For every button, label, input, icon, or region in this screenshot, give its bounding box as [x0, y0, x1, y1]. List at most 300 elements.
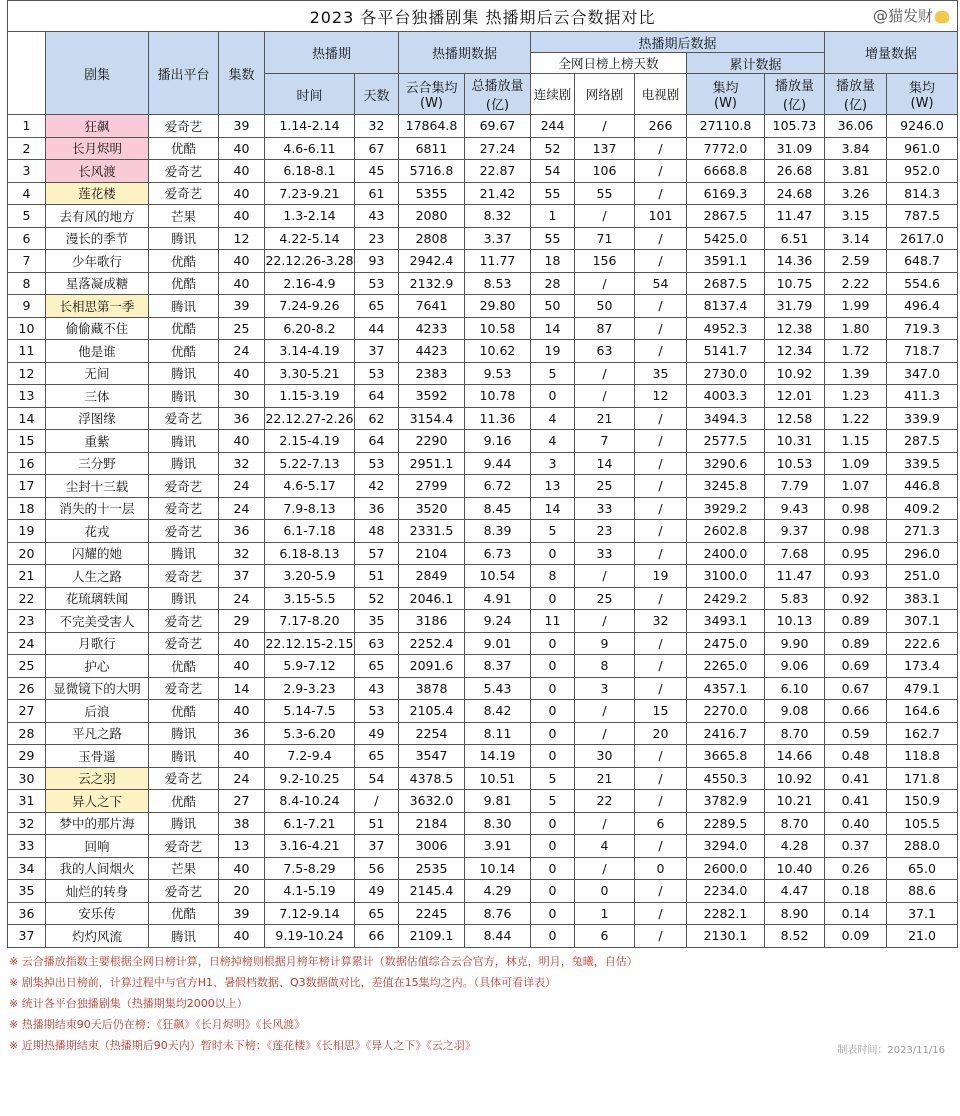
- inc-avg-cell: 411.3: [887, 385, 958, 408]
- table-row: [8, 520, 958, 543]
- period-time-cell: 7.2-9.4: [265, 745, 355, 768]
- cum-play-cell: 6.10: [765, 677, 825, 700]
- platform-cell: 腾讯: [149, 587, 219, 610]
- period-days-cell: 54: [355, 767, 399, 790]
- inc-play-cell: 0.89: [825, 632, 887, 655]
- episodes-cell: 40: [219, 160, 265, 183]
- period-days-cell: 65: [355, 902, 399, 925]
- period-time-cell: 7.23-9.21: [265, 182, 355, 205]
- inc-play-cell: 0.18: [825, 880, 887, 903]
- platform-cell: 爱奇艺: [149, 610, 219, 633]
- web-days-cell: 106: [575, 160, 635, 183]
- web-days-cell: /: [575, 812, 635, 835]
- inc-play-cell: 3.81: [825, 160, 887, 183]
- cum-avg-cell: 2270.0: [687, 700, 765, 723]
- yunhe-avg-cell: 2331.5: [399, 520, 465, 543]
- period-time-cell: 1.14-2.14: [265, 115, 355, 138]
- row-number: 35: [8, 880, 46, 903]
- inc-play-cell: 1.39: [825, 362, 887, 385]
- period-time-cell: 7.5-8.29: [265, 857, 355, 880]
- web-days-cell: /: [575, 857, 635, 880]
- series-days-cell: 3: [531, 452, 575, 475]
- tv-days-cell: /: [635, 925, 687, 948]
- cum-play-cell: 5.83: [765, 587, 825, 610]
- cum-play-cell: 8.90: [765, 902, 825, 925]
- episodes-cell: 40: [219, 430, 265, 453]
- table-row: [8, 340, 958, 363]
- web-days-cell: 25: [575, 475, 635, 498]
- row-number: 19: [8, 520, 46, 543]
- cum-avg-cell: 2867.5: [687, 205, 765, 228]
- period-time-cell: 7.9-8.13: [265, 497, 355, 520]
- yunhe-avg-cell: 2942.4: [399, 250, 465, 273]
- series-days-cell: 14: [531, 497, 575, 520]
- web-days-cell: 25: [575, 587, 635, 610]
- row-number: 6: [8, 227, 46, 250]
- period-days-cell: 65: [355, 745, 399, 768]
- table-row: [8, 497, 958, 520]
- row-number: 11: [8, 340, 46, 363]
- tv-days-cell: 6: [635, 812, 687, 835]
- platform-cell: 腾讯: [149, 452, 219, 475]
- row-number: 14: [8, 407, 46, 430]
- platform-cell: 腾讯: [149, 430, 219, 453]
- inc-avg-cell: 162.7: [887, 722, 958, 745]
- episodes-cell: 40: [219, 632, 265, 655]
- period-time-cell: 3.14-4.19: [265, 340, 355, 363]
- tv-days-cell: /: [635, 497, 687, 520]
- cum-play-cell: 14.66: [765, 745, 825, 768]
- inc-play-cell: 1.80: [825, 317, 887, 340]
- cat-icon: [935, 11, 949, 23]
- cum-play-cell: 6.51: [765, 227, 825, 250]
- platform-cell: 腾讯: [149, 295, 219, 318]
- period-days-cell: 23: [355, 227, 399, 250]
- period-days-cell: 45: [355, 160, 399, 183]
- tv-days-cell: /: [635, 587, 687, 610]
- drama-name: 月歌行: [46, 632, 149, 655]
- row-number: 2: [8, 137, 46, 160]
- period-days-cell: 36: [355, 497, 399, 520]
- series-days-cell: 18: [531, 250, 575, 273]
- total-play-cell: 10.51: [465, 767, 531, 790]
- platform-cell: 爱奇艺: [149, 182, 219, 205]
- inc-play-cell: 0.67: [825, 677, 887, 700]
- period-days-cell: 57: [355, 542, 399, 565]
- inc-avg-cell: 164.6: [887, 700, 958, 723]
- table-row: [8, 295, 958, 318]
- inc-avg-cell: 409.2: [887, 497, 958, 520]
- episodes-cell: 40: [219, 655, 265, 678]
- cum-avg-cell: 3290.6: [687, 452, 765, 475]
- table-row: [8, 272, 958, 295]
- period-days-cell: 35: [355, 610, 399, 633]
- tv-days-cell: /: [635, 767, 687, 790]
- tv-days-cell: /: [635, 632, 687, 655]
- table-row: [8, 452, 958, 475]
- cum-play-cell: 10.13: [765, 610, 825, 633]
- cum-play-cell: 10.92: [765, 767, 825, 790]
- yunhe-avg-cell: 3006: [399, 835, 465, 858]
- series-days-cell: 1: [531, 205, 575, 228]
- cum-play-cell: 12.01: [765, 385, 825, 408]
- drama-name: 玉骨遥: [46, 745, 149, 768]
- inc-avg-cell: 150.9: [887, 790, 958, 813]
- row-number: 33: [8, 835, 46, 858]
- cum-play-cell: 31.79: [765, 295, 825, 318]
- inc-play-cell: 1.22: [825, 407, 887, 430]
- header-yunhe-avg: 云合集均 (W): [399, 74, 465, 115]
- inc-play-cell: 0.48: [825, 745, 887, 768]
- inc-avg-cell: 347.0: [887, 362, 958, 385]
- table-row: [8, 565, 958, 588]
- inc-play-cell: 1.09: [825, 452, 887, 475]
- period-time-cell: 2.9-3.23: [265, 677, 355, 700]
- period-days-cell: 67: [355, 137, 399, 160]
- period-days-cell: 61: [355, 182, 399, 205]
- episodes-cell: 12: [219, 227, 265, 250]
- period-time-cell: 5.22-7.13: [265, 452, 355, 475]
- total-play-cell: 8.45: [465, 497, 531, 520]
- platform-cell: 爱奇艺: [149, 767, 219, 790]
- row-number: 16: [8, 452, 46, 475]
- yunhe-avg-cell: 4423: [399, 340, 465, 363]
- cum-play-cell: 10.40: [765, 857, 825, 880]
- web-days-cell: 14: [575, 452, 635, 475]
- cum-play-cell: 7.68: [765, 542, 825, 565]
- yunhe-avg-cell: 4233: [399, 317, 465, 340]
- episodes-cell: 32: [219, 542, 265, 565]
- drama-name: 狂飙: [46, 115, 149, 138]
- platform-cell: 爱奇艺: [149, 160, 219, 183]
- platform-cell: 优酷: [149, 137, 219, 160]
- inc-play-cell: 1.15: [825, 430, 887, 453]
- total-play-cell: 10.14: [465, 857, 531, 880]
- series-days-cell: 0: [531, 677, 575, 700]
- inc-play-cell: 0.37: [825, 835, 887, 858]
- episodes-cell: 40: [219, 362, 265, 385]
- tv-days-cell: /: [635, 407, 687, 430]
- web-days-cell: /: [575, 610, 635, 633]
- cum-play-cell: 26.68: [765, 160, 825, 183]
- inc-avg-cell: 719.3: [887, 317, 958, 340]
- drama-name: 无间: [46, 362, 149, 385]
- inc-play-cell: 2.22: [825, 272, 887, 295]
- platform-cell: 优酷: [149, 250, 219, 273]
- inc-play-cell: 0.40: [825, 812, 887, 835]
- inc-avg-cell: 271.3: [887, 520, 958, 543]
- drama-name: 尘封十三载: [46, 475, 149, 498]
- header-days: 天数: [355, 74, 399, 115]
- period-time-cell: 5.14-7.5: [265, 700, 355, 723]
- row-number: 28: [8, 722, 46, 745]
- total-play-cell: 11.36: [465, 407, 531, 430]
- row-number: 32: [8, 812, 46, 835]
- period-days-cell: 62: [355, 407, 399, 430]
- period-time-cell: 8.4-10.24: [265, 790, 355, 813]
- cum-play-cell: 9.37: [765, 520, 825, 543]
- watermark-text: @猫发财: [873, 7, 934, 25]
- row-number: 5: [8, 205, 46, 228]
- row-number: 8: [8, 272, 46, 295]
- inc-avg-cell: 496.4: [887, 295, 958, 318]
- table-row: [8, 205, 958, 228]
- header-time: 时间: [265, 74, 355, 115]
- drama-name: 后浪: [46, 700, 149, 723]
- drama-name: 莲花楼: [46, 182, 149, 205]
- inc-avg-cell: 961.0: [887, 137, 958, 160]
- period-time-cell: 4.6-6.11: [265, 137, 355, 160]
- cum-avg-cell: 2282.1: [687, 902, 765, 925]
- cum-avg-cell: 2687.5: [687, 272, 765, 295]
- platform-cell: 爱奇艺: [149, 115, 219, 138]
- series-days-cell: 28: [531, 272, 575, 295]
- row-number: 31: [8, 790, 46, 813]
- row-number: 4: [8, 182, 46, 205]
- web-days-cell: 55: [575, 182, 635, 205]
- platform-cell: 爱奇艺: [149, 880, 219, 903]
- cum-play-cell: 12.38: [765, 317, 825, 340]
- period-days-cell: 53: [355, 272, 399, 295]
- cum-avg-cell: 2577.5: [687, 430, 765, 453]
- period-time-cell: 1.15-3.19: [265, 385, 355, 408]
- cum-avg-cell: 3493.1: [687, 610, 765, 633]
- episodes-cell: 40: [219, 182, 265, 205]
- tv-days-cell: /: [635, 655, 687, 678]
- header-hot-period: 热播期: [265, 32, 399, 74]
- series-days-cell: 0: [531, 542, 575, 565]
- period-days-cell: 37: [355, 835, 399, 858]
- table-row: [8, 475, 958, 498]
- table-row: [8, 857, 958, 880]
- period-time-cell: 7.24-9.26: [265, 295, 355, 318]
- platform-cell: 腾讯: [149, 227, 219, 250]
- cum-play-cell: 8.70: [765, 812, 825, 835]
- table-row: [8, 700, 958, 723]
- yunhe-avg-cell: 2132.9: [399, 272, 465, 295]
- period-days-cell: 66: [355, 925, 399, 948]
- drama-name: 灿烂的转身: [46, 880, 149, 903]
- drama-name: 浮图缘: [46, 407, 149, 430]
- cum-avg-cell: 2429.2: [687, 587, 765, 610]
- web-days-cell: 4: [575, 835, 635, 858]
- cum-play-cell: 8.52: [765, 925, 825, 948]
- period-time-cell: 6.18-8.1: [265, 160, 355, 183]
- platform-cell: 爱奇艺: [149, 520, 219, 543]
- cum-avg-cell: 4550.3: [687, 767, 765, 790]
- platform-cell: 腾讯: [149, 722, 219, 745]
- series-days-cell: 8: [531, 565, 575, 588]
- total-play-cell: 21.42: [465, 182, 531, 205]
- platform-cell: 腾讯: [149, 542, 219, 565]
- period-days-cell: 44: [355, 317, 399, 340]
- yunhe-avg-cell: 3878: [399, 677, 465, 700]
- total-play-cell: 9.44: [465, 452, 531, 475]
- period-time-cell: 22.12.27-2.26: [265, 407, 355, 430]
- total-play-cell: 4.91: [465, 587, 531, 610]
- series-days-cell: 4: [531, 407, 575, 430]
- table-title-cell: [8, 1, 958, 32]
- inc-play-cell: 3.26: [825, 182, 887, 205]
- inc-play-cell: 0.89: [825, 610, 887, 633]
- platform-cell: 腾讯: [149, 362, 219, 385]
- header-chart-days: 全网日榜上榜天数: [531, 53, 687, 74]
- table-row: [8, 902, 958, 925]
- header-cumulative: 累计数据: [687, 53, 825, 74]
- table-row: [8, 227, 958, 250]
- cum-avg-cell: 4357.1: [687, 677, 765, 700]
- drama-name: 我的人间烟火: [46, 857, 149, 880]
- episodes-cell: 24: [219, 497, 265, 520]
- total-play-cell: 8.30: [465, 812, 531, 835]
- inc-play-cell: 0.14: [825, 902, 887, 925]
- inc-play-cell: 2.59: [825, 250, 887, 273]
- tv-days-cell: /: [635, 520, 687, 543]
- drama-name: 梦中的那片海: [46, 812, 149, 835]
- inc-avg-cell: 952.0: [887, 160, 958, 183]
- drama-name: 平凡之路: [46, 722, 149, 745]
- episodes-cell: 40: [219, 925, 265, 948]
- web-days-cell: 1: [575, 902, 635, 925]
- period-time-cell: 6.18-8.13: [265, 542, 355, 565]
- episodes-cell: 36: [219, 407, 265, 430]
- row-number: 24: [8, 632, 46, 655]
- episodes-cell: 32: [219, 452, 265, 475]
- drama-name: 闪耀的她: [46, 542, 149, 565]
- yunhe-avg-cell: 2849: [399, 565, 465, 588]
- row-number: 23: [8, 610, 46, 633]
- yunhe-avg-cell: 2535: [399, 857, 465, 880]
- table-row: [8, 317, 958, 340]
- tv-days-cell: /: [635, 745, 687, 768]
- episodes-cell: 39: [219, 295, 265, 318]
- series-days-cell: 0: [531, 632, 575, 655]
- drama-name: 灼灼风流: [46, 925, 149, 948]
- period-days-cell: /: [355, 790, 399, 813]
- period-time-cell: 2.15-4.19: [265, 430, 355, 453]
- total-play-cell: 8.42: [465, 700, 531, 723]
- platform-cell: 爱奇艺: [149, 497, 219, 520]
- series-days-cell: 54: [531, 160, 575, 183]
- row-number: 1: [8, 115, 46, 138]
- inc-play-cell: 1.23: [825, 385, 887, 408]
- episodes-cell: 24: [219, 587, 265, 610]
- period-time-cell: 5.3-6.20: [265, 722, 355, 745]
- series-days-cell: 13: [531, 475, 575, 498]
- web-days-cell: 3: [575, 677, 635, 700]
- row-number: 18: [8, 497, 46, 520]
- inc-avg-cell: 171.8: [887, 767, 958, 790]
- cum-avg-cell: 4003.3: [687, 385, 765, 408]
- total-play-cell: 9.53: [465, 362, 531, 385]
- table-row: [8, 745, 958, 768]
- cum-avg-cell: 2475.0: [687, 632, 765, 655]
- cum-play-cell: 10.75: [765, 272, 825, 295]
- cum-play-cell: 9.06: [765, 655, 825, 678]
- yunhe-avg-cell: 2245: [399, 902, 465, 925]
- note-item: ※ 剧集掉出日榜前，计算过程中与官方H1、暑假档数据、Q3数据做对比，差值在15集均之内。（具体可看详表）: [9, 975, 557, 989]
- header-increase: 增量数据: [825, 32, 958, 74]
- platform-cell: 爱奇艺: [149, 475, 219, 498]
- cum-avg-cell: 5425.0: [687, 227, 765, 250]
- inc-play-cell: 0.09: [825, 925, 887, 948]
- tv-days-cell: 101: [635, 205, 687, 228]
- total-play-cell: 8.37: [465, 655, 531, 678]
- tv-days-cell: /: [635, 902, 687, 925]
- row-number: 22: [8, 587, 46, 610]
- episodes-cell: 37: [219, 565, 265, 588]
- inc-avg-cell: 296.0: [887, 542, 958, 565]
- cum-avg-cell: 3782.9: [687, 790, 765, 813]
- drama-name: 三体: [46, 385, 149, 408]
- series-days-cell: 50: [531, 295, 575, 318]
- episodes-cell: 13: [219, 835, 265, 858]
- web-days-cell: /: [575, 205, 635, 228]
- cum-play-cell: 8.70: [765, 722, 825, 745]
- row-number: 3: [8, 160, 46, 183]
- inc-play-cell: 0.95: [825, 542, 887, 565]
- series-days-cell: 0: [531, 880, 575, 903]
- period-days-cell: 63: [355, 632, 399, 655]
- row-number: 29: [8, 745, 46, 768]
- episodes-cell: 40: [219, 205, 265, 228]
- table-row: [8, 407, 958, 430]
- cum-play-cell: 24.68: [765, 182, 825, 205]
- inc-avg-cell: 339.9: [887, 407, 958, 430]
- period-days-cell: 42: [355, 475, 399, 498]
- yunhe-avg-cell: 4378.5: [399, 767, 465, 790]
- cum-avg-cell: 3494.3: [687, 407, 765, 430]
- total-play-cell: 11.77: [465, 250, 531, 273]
- row-number: 26: [8, 677, 46, 700]
- inc-play-cell: 3.14: [825, 227, 887, 250]
- drama-name: 少年歌行: [46, 250, 149, 273]
- platform-cell: 爱奇艺: [149, 565, 219, 588]
- cum-avg-cell: 2289.5: [687, 812, 765, 835]
- platform-cell: 腾讯: [149, 745, 219, 768]
- platform-cell: 爱奇艺: [149, 407, 219, 430]
- inc-avg-cell: 554.6: [887, 272, 958, 295]
- period-time-cell: 4.22-5.14: [265, 227, 355, 250]
- row-number: 7: [8, 250, 46, 273]
- cum-avg-cell: 3245.8: [687, 475, 765, 498]
- period-time-cell: 4.6-5.17: [265, 475, 355, 498]
- series-days-cell: 5: [531, 790, 575, 813]
- episodes-cell: 24: [219, 475, 265, 498]
- platform-cell: 优酷: [149, 317, 219, 340]
- cum-play-cell: 4.28: [765, 835, 825, 858]
- inc-avg-cell: 648.7: [887, 250, 958, 273]
- row-number: 36: [8, 902, 46, 925]
- drama-name: 异人之下: [46, 790, 149, 813]
- table-row: [8, 250, 958, 273]
- row-number: 37: [8, 925, 46, 948]
- platform-cell: 芒果: [149, 205, 219, 228]
- header-series: 连续剧: [531, 74, 575, 115]
- total-play-cell: 3.37: [465, 227, 531, 250]
- table-row: [8, 542, 958, 565]
- header-drama: 剧集: [46, 32, 149, 115]
- yunhe-avg-cell: 2290: [399, 430, 465, 453]
- episodes-cell: 40: [219, 272, 265, 295]
- header-cum-avg: 集均 (W): [687, 74, 765, 115]
- tv-days-cell: /: [635, 317, 687, 340]
- cum-play-cell: 10.92: [765, 362, 825, 385]
- cum-play-cell: 12.58: [765, 407, 825, 430]
- cum-play-cell: 4.47: [765, 880, 825, 903]
- total-play-cell: 8.76: [465, 902, 531, 925]
- total-play-cell: 14.19: [465, 745, 531, 768]
